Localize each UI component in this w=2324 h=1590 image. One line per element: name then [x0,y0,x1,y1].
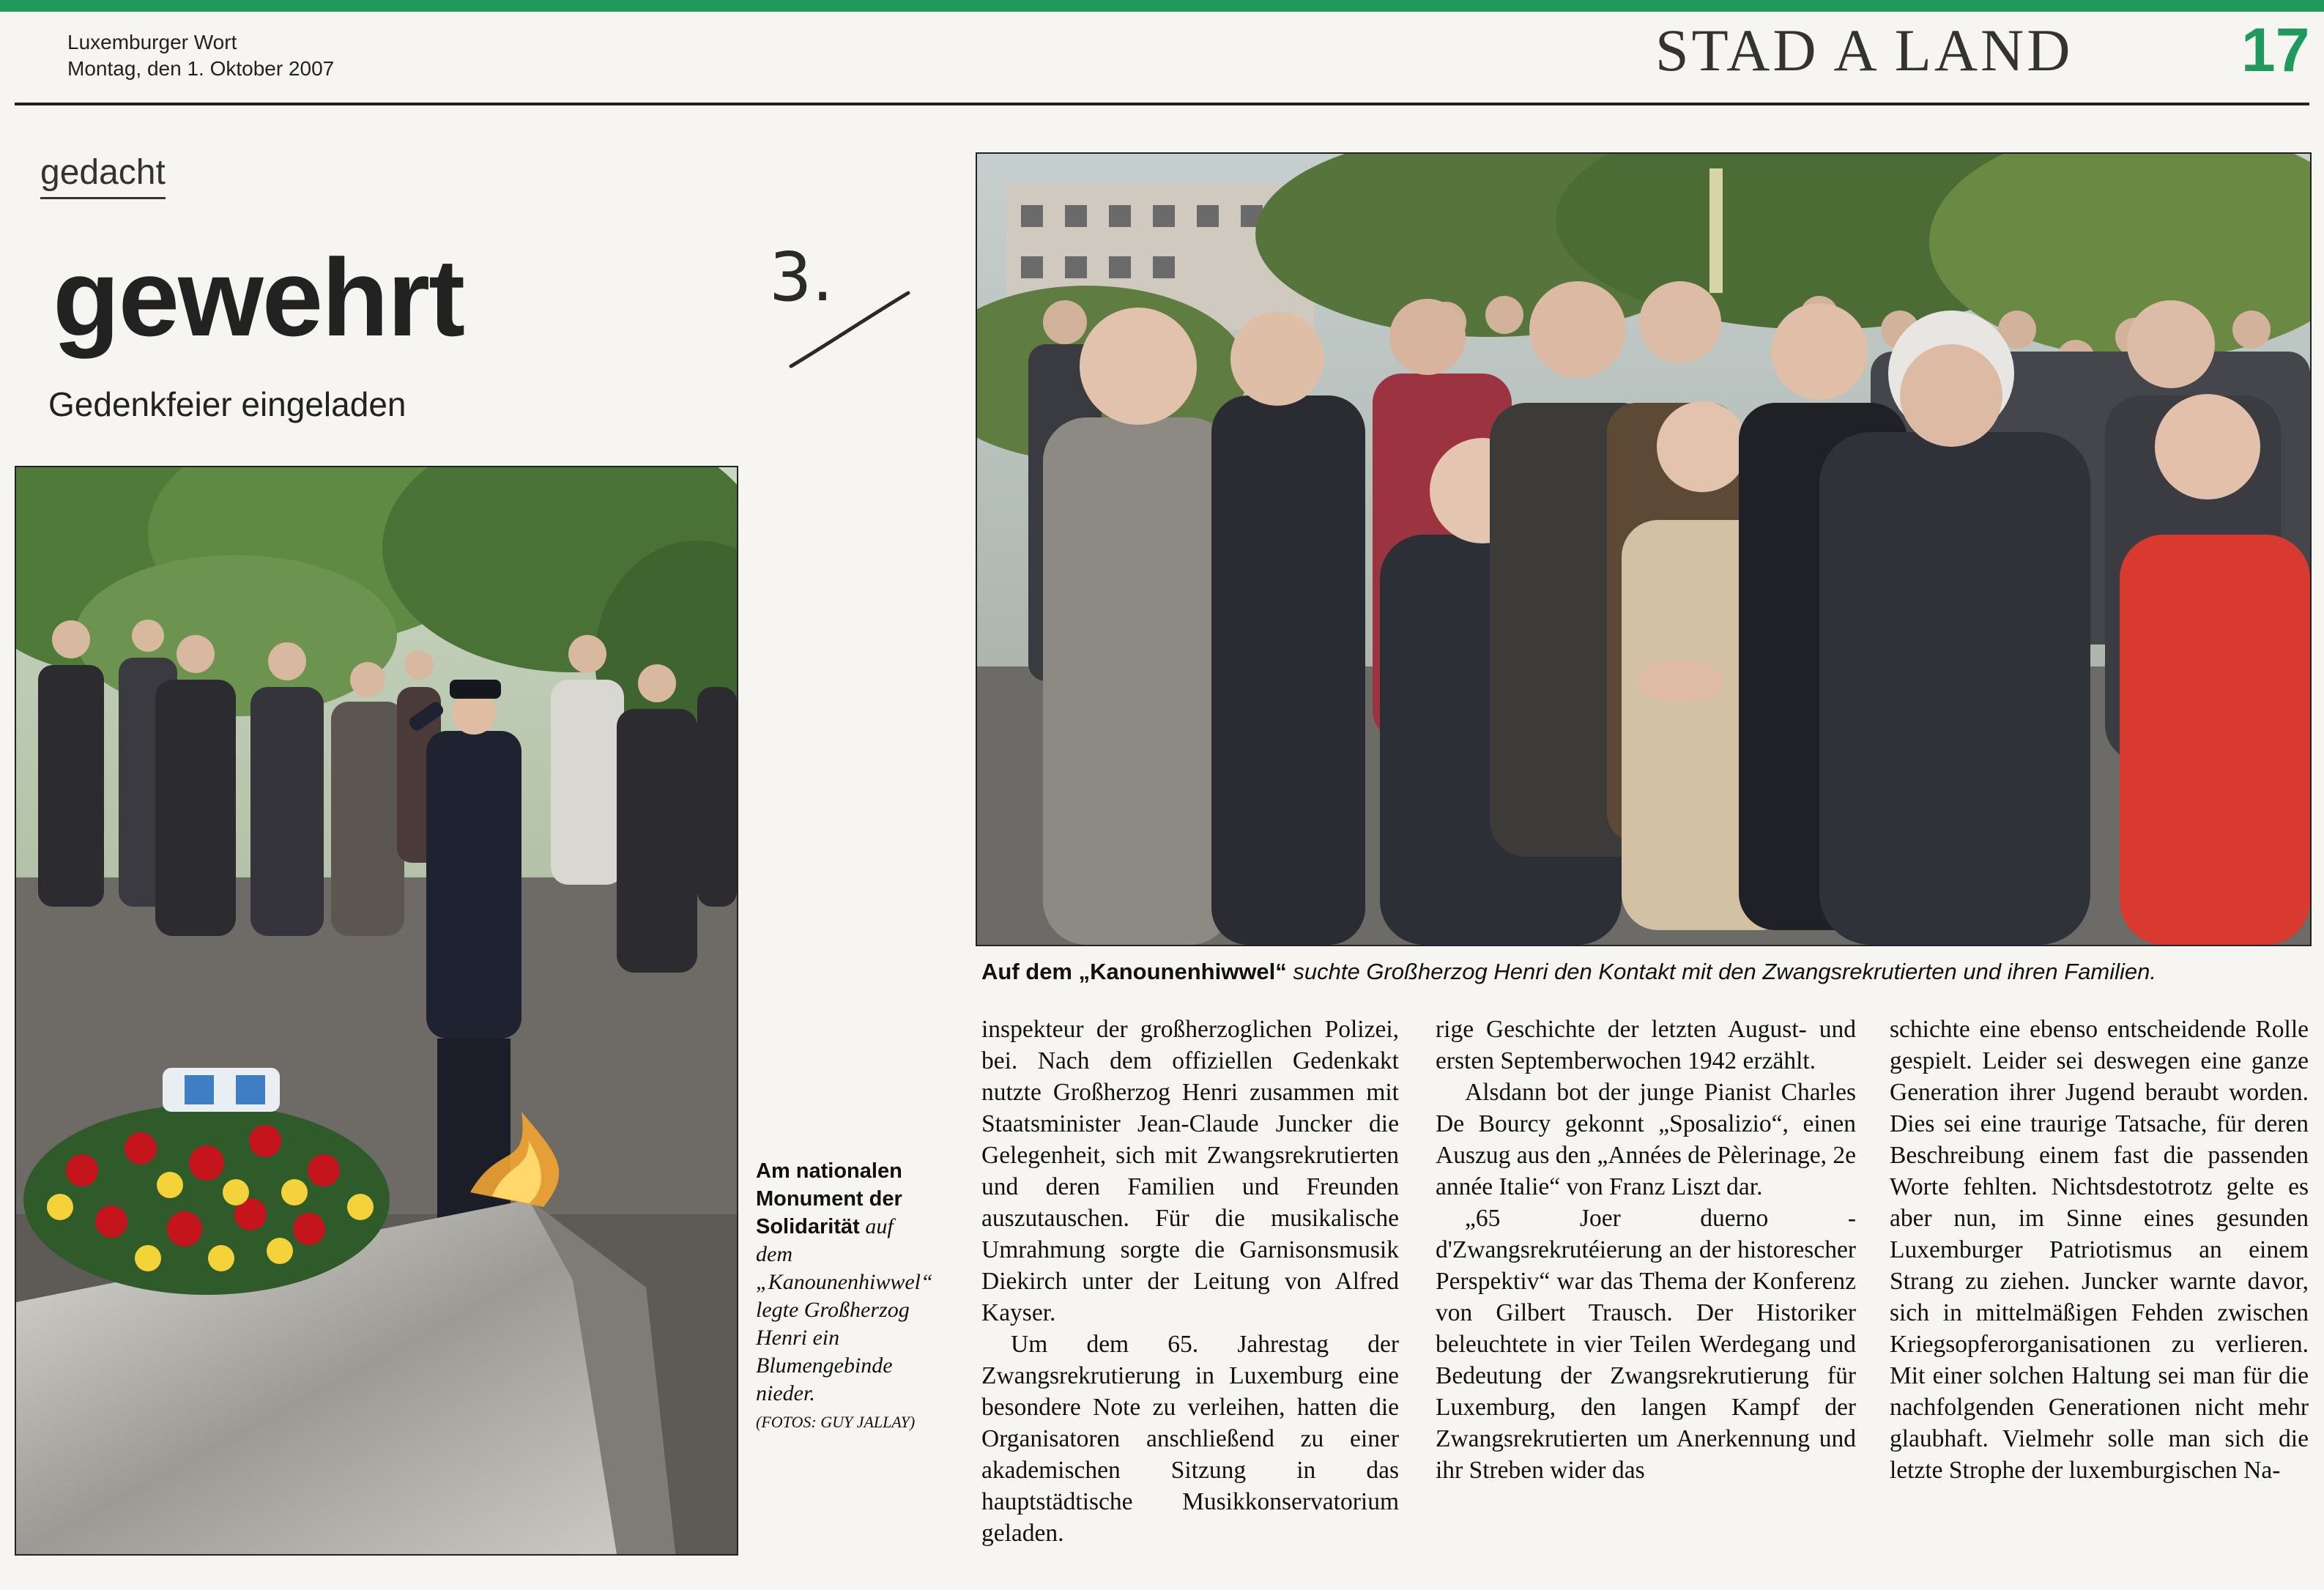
masthead-publication [67,29,334,82]
article-column-1 [981,1014,1399,1549]
article-kicker: gedacht [40,152,166,199]
side-photo-caption [756,1157,932,1433]
side-caption-lead: Am nationalen Monument der Solidarität [756,1159,902,1238]
main-caption-lead: Auf dem „Kanounenhiwwel“ [981,959,1287,984]
paragraph: „65 Joer duerno - d'Zwangsrekrutéierung an der historescher Perspektiv“ war das Thema der Konferenz von Gilbert Trausch. Der Historiker beleuchtete in vier Teilen Werdegang und Bedeutung der Zwangsrekrutierung für Luxemburg, den langen Kampf der Zwangsrekrutierten um Anerkennung und ihr Streben wider das [1436,1205,1856,1484]
handwritten-note [762,234,923,385]
main-photo-caption [981,956,2285,988]
page-number: 17 [2241,15,2310,84]
photo-credit: (FOTOS: GUY JALLAY) [756,1413,916,1431]
masthead-rule [15,103,2309,105]
publication-name: Luxemburger Wort [67,31,237,53]
top-accent-bar [0,0,2324,12]
publication-date: Montag, den 1. Oktober 2007 [67,57,335,80]
handwritten-mark-icon [762,234,923,381]
photo-grand-duke-greeting [976,152,2312,946]
article-headline: gewehrt [53,236,464,359]
photo-monument-ceremony [15,466,738,1556]
paragraph: schichte eine ebenso entscheidende Rolle gespielt. Leider sei deswegen eine ganze Generation ihrer Jugend beraubt worden. Dies sei eine traurige Tatsache, für deren Beschreibung einem fast die passenden Worte fehlten. Nichtsdestotrotz gelte es aber nun, im Sinne eines gesunden Luxemburger Patriotismus an einem Strang zu ziehen. Juncker warnte davor, sich in mittelmäßigen Fehden zwischen Kriegsopferorganisationen zu verlieren. Mit einer solchen Haltung sei man für die nachfolgenden Generationen nicht mehr glaubhaft. Vielmehr solle man sich die letzte Strophe der luxemburgischen Na- [1890,1016,2309,1484]
main-caption-text: suchte Großherzog Henri den Kontakt mit den Zwangsrekrutierten und ihren Familien. [1286,959,2156,984]
paragraph: Alsdann bot der junge Pianist Charles De Bourcy gekonnt „Sposalizio“, einen Auszug aus den „Années de Pèlerinage, 2e année Italie“ von Franz Liszt dar. [1436,1079,1856,1200]
paragraph: inspekteur der großherzoglichen Polizei, bei. Nach dem offiziellen Gedenkakt nutzte Großherzog Henri zusammen mit Staatsminister Jean-Claude Juncker die Gelegenheit, sich mit Zwangsrekrutierten und deren Familien und Freunden auszutauschen. Für die musikalische Umrahmung sorgte die Garnisonsmusik Diekirch unter der Leitung von Alfred Kayser. [981,1016,1399,1326]
article-column-2 [1436,1014,1856,1486]
paragraph: rige Geschichte der letzten August- und ersten Septemberwochen 1942 erzählt. [1436,1016,1856,1074]
article-subheadline: Gedenkfeier eingeladen [48,385,406,423]
paragraph: Um dem 65. Jahrestag der Zwangsrekrutierung in Luxemburg eine besondere Note zu verleihen, hatten die Organisatoren anschließend zu einer akademischen Sitzung in das hauptstädtische Musikkonservatorium geladen. [981,1331,1399,1547]
section-title: STAD A LAND [1655,17,2074,83]
side-caption-text: auf dem „Kanounenhiwwel“ legte Großherzog Henri ein Blumengebinde nieder. [756,1214,933,1405]
article-column-3 [1890,1014,2309,1486]
handwritten-text: 3. [769,238,834,316]
